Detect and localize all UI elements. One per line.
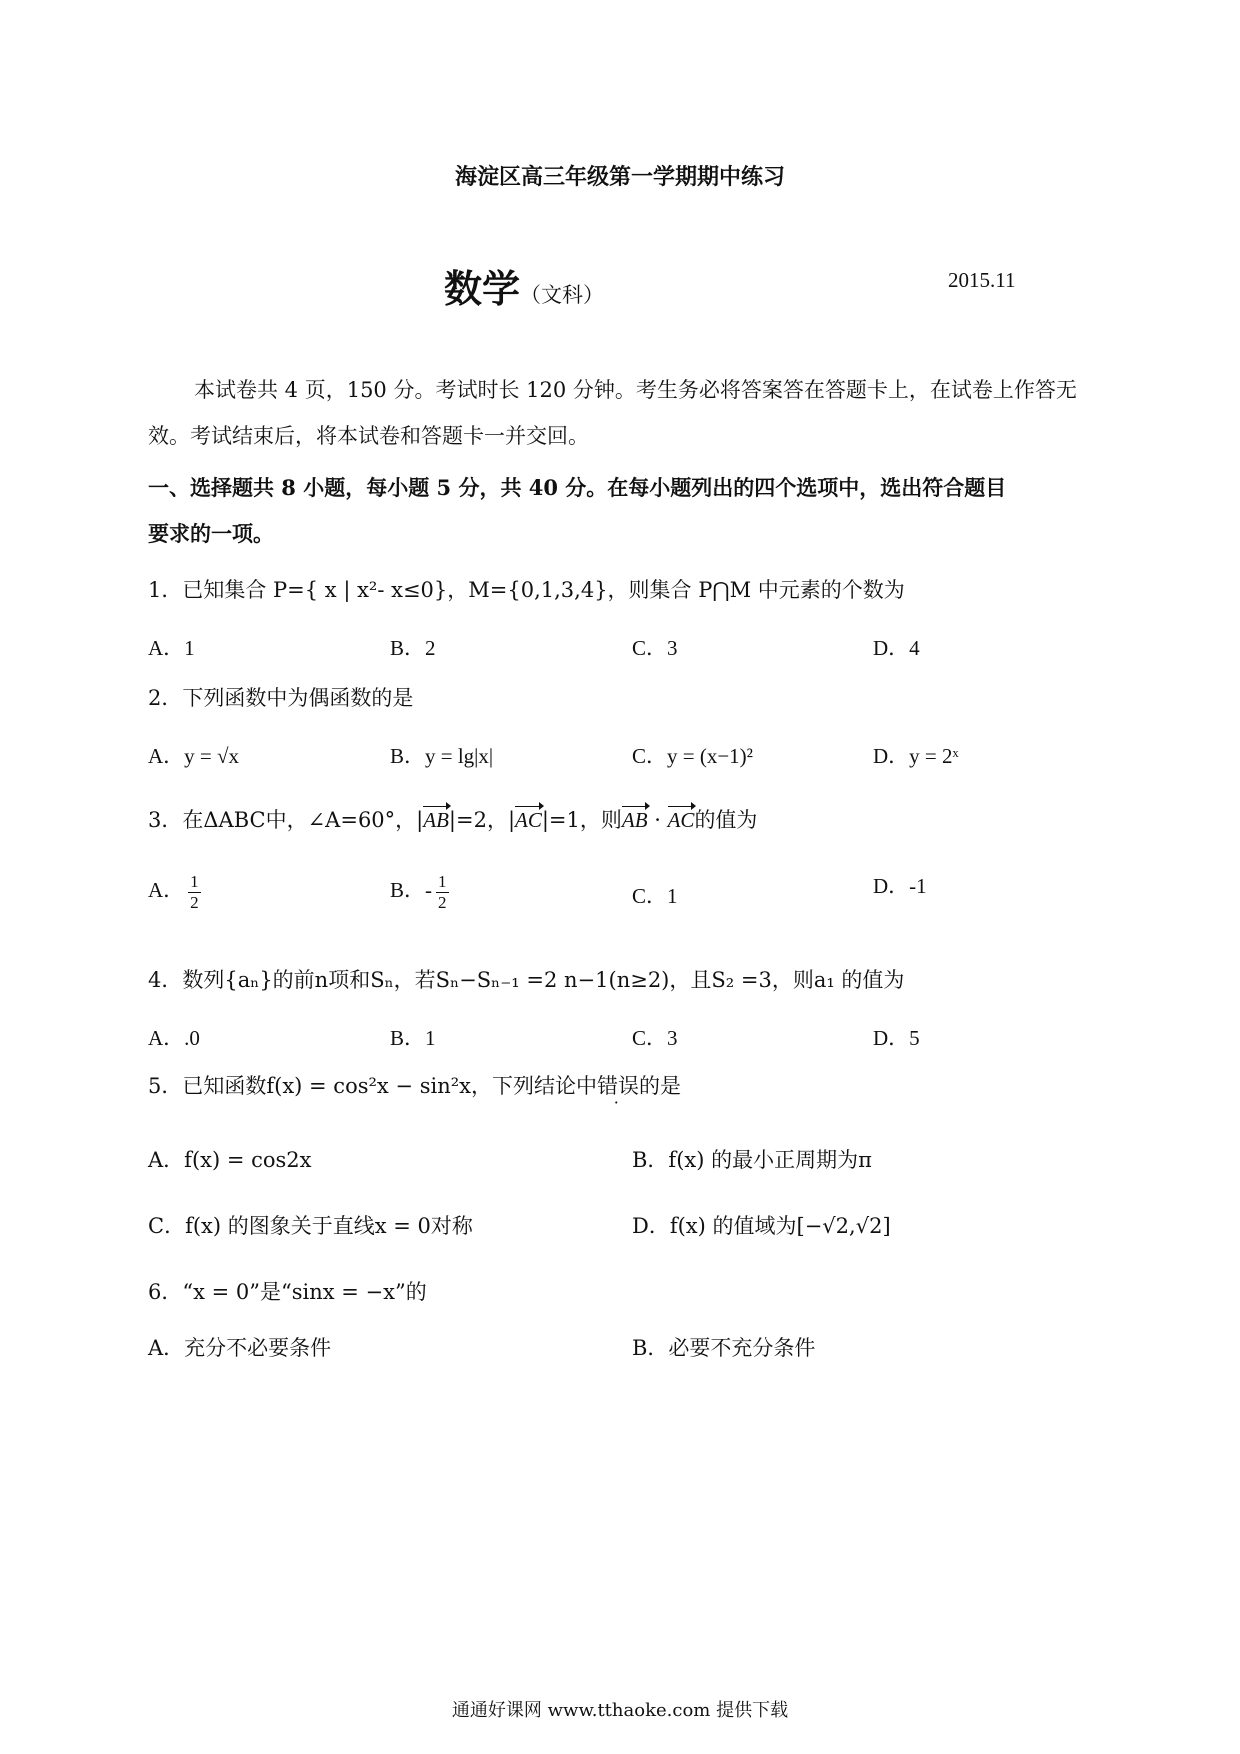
question-3-option-d: D．-1 [873,874,927,898]
question-6-option-a: A．充分不必要条件 [148,1336,332,1360]
fraction-denominator: 2 [438,892,447,912]
intro-line-2: 效。考试结束后，将本试卷和答题卡一并交回。 [148,424,589,448]
question-5-option-c: C．f(x) 的图象关于直线x = 0对称 [148,1214,473,1238]
fraction-sign: - [425,877,433,902]
question-1-stem: 1．已知集合 P={ x | x²- x≤0}，M={0,1,3,4}，则集合 P⋂M 中元素的个数为 [148,578,905,602]
subject-name: 数学 [444,266,521,311]
intro-line-1: 本试卷共 4 页，150 分。考试时长 120 分钟。考生务必将答案答在答题卡上，在试卷上作答无 [194,378,1077,402]
subject-heading [444,258,604,313]
question-3-stem [148,804,757,834]
question-1-option-b: B．2 [390,636,436,660]
question-5-text: 的是 [638,1074,681,1098]
question-3-option-a [148,872,201,912]
question-4-option-c: C．3 [632,1026,678,1050]
question-4-option-a: A．.0 [148,1026,200,1050]
question-2-option-b: B．y = lg|x| [390,744,494,768]
vector-ac: AC [515,808,542,832]
vector-ac: AC [667,808,695,832]
question-1-option-c: C．3 [632,636,678,660]
question-6-stem: 6．“x = 0”是“sinx = −x”的 [148,1280,427,1304]
question-3-text: |=2，| [448,808,516,832]
question-5-option-d: D．f(x) 的值域为[−√2,√2] [632,1214,891,1238]
question-2-stem: 2．下列函数中为偶函数的是 [148,686,414,710]
fraction [188,872,201,912]
exam-title: 海淀区高三年级第一学期期中练习 [454,164,785,190]
question-3-text: 3．在ΔABC中，∠A=60°，| [148,808,424,832]
question-3-option-b [390,872,449,912]
question-1-option-d: D．4 [873,636,920,660]
fraction [436,872,449,912]
question-3-text: |=1，则 [541,808,622,832]
question-6-option-b: B．必要不充分条件 [632,1336,816,1360]
question-5-option-b: B．f(x) 的最小正周期为π [632,1148,872,1172]
section-heading-line-2: 要求的一项。 [148,521,274,546]
exam-date: 2015.11 [948,268,1016,292]
dot-operator: · [647,808,668,832]
emphasis-wrong: 错误 [596,1074,639,1098]
question-2-option-c: C．y = (x−1)² [632,744,753,768]
section-heading-line-1: 一、选择题共 8 小题，每小题 5 分，共 40 分。在每小题列出的四个选项中，选出符合题目 [148,475,1007,500]
option-label: B． [390,877,426,902]
question-2-option-d: D．y = 2ˣ [873,744,959,768]
question-4-option-d: D．5 [873,1026,920,1050]
question-4-option-b: B．1 [390,1026,436,1050]
fraction-numerator: 1 [438,872,447,891]
question-3-text: 的值为 [694,808,758,832]
question-4-stem: 4．数列{aₙ}的前n项和Sₙ，若Sₙ−Sₙ₋₁ =2 n−1(n≥2)，且S₂ =3，则a₁ 的值为 [148,968,905,992]
question-2-option-a: A．y = √x [148,744,240,768]
vector-ab: AB [423,808,449,832]
fraction-numerator: 1 [190,872,199,891]
vector-ab: AB [621,808,648,832]
question-5-text: 5．已知函数f(x) = cos²x − sin²x，下列结论中 [148,1074,597,1098]
footer-source: 通通好课网 www.tthaoke.com 提供下载 [451,1700,789,1721]
fraction-denominator: 2 [190,892,199,912]
option-label: A． [148,877,185,902]
subject-type: （文科） [520,283,605,307]
question-1-option-a: A．1 [148,636,195,660]
question-3-option-c: C．1 [632,884,678,908]
question-5-option-a: A．f(x) = cos2x [148,1148,312,1172]
question-5-stem [148,1070,681,1100]
